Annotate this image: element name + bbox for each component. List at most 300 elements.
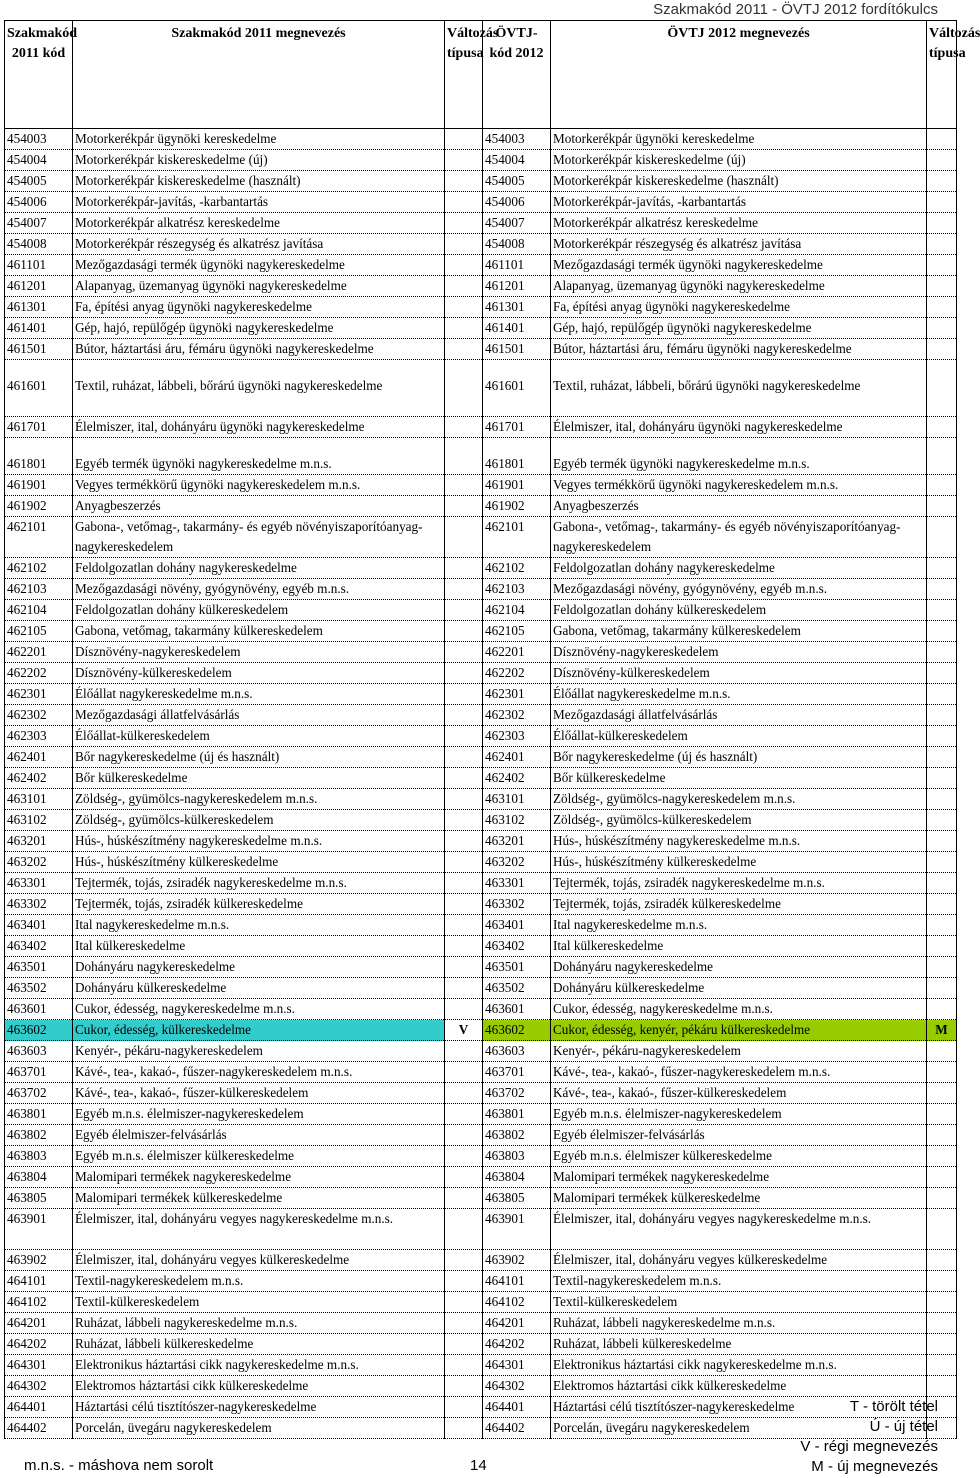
name-2011-cell: Bőr külkereskedelme — [73, 768, 445, 789]
name-2012-cell: Dísznövény-nagykereskedelem — [551, 642, 927, 663]
table-row — [5, 1104, 957, 1125]
code-2012-cell: 461701 — [483, 417, 551, 438]
name-2011-cell: Egyéb élelmiszer-felvásárlás — [73, 1125, 445, 1146]
code-2011-cell: 454005 — [5, 171, 73, 192]
change-2011-cell — [445, 339, 483, 360]
change-2012-cell — [927, 255, 957, 276]
code-2012-cell: 461902 — [483, 496, 551, 517]
change-2012-cell — [927, 517, 957, 558]
code-2011-cell: 461902 — [5, 496, 73, 517]
name-2011-cell: Feldolgozatlan dohány külkereskedelem — [73, 600, 445, 621]
spacer-cell — [483, 438, 551, 455]
name-2012-cell: Dohányáru nagykereskedelme — [551, 957, 927, 978]
table-row — [5, 831, 957, 852]
change-2011-cell — [445, 957, 483, 978]
code-2012-cell: 463603 — [483, 1041, 551, 1062]
change-2011-cell — [445, 129, 483, 150]
name-2011-cell: Alapanyag, üzemanyag ügynöki nagykereskedelme — [73, 276, 445, 297]
code-2011-cell: 462302 — [5, 705, 73, 726]
table-row — [5, 852, 957, 873]
name-2011-cell: Egyéb m.n.s. élelmiszer külkereskedelme — [73, 1146, 445, 1167]
table-row — [5, 1271, 957, 1292]
change-2011-cell — [445, 915, 483, 936]
code-2012-cell: 463702 — [483, 1083, 551, 1104]
change-2011-cell — [445, 1313, 483, 1334]
name-2011-cell: Kávé-, tea-, kakaó-, fűszer-nagykereskedelem m.n.s. — [73, 1062, 445, 1083]
code-2011-cell: 463501 — [5, 957, 73, 978]
code-2011-cell: 464402 — [5, 1418, 73, 1439]
name-2012-cell: Bútor, háztartási áru, fémáru ügynöki nagykereskedelme — [551, 339, 927, 360]
name-2011-cell: Élőállat-külkereskedelem — [73, 726, 445, 747]
change-2011-cell — [445, 1376, 483, 1397]
change-2011-cell — [445, 894, 483, 915]
code-2011-cell: 463601 — [5, 999, 73, 1020]
change-2012-cell — [927, 129, 957, 150]
code-2011-cell: 463902 — [5, 1250, 73, 1271]
name-2012-cell: Kávé-, tea-, kakaó-, fűszer-nagykereskedelem m.n.s. — [551, 1062, 927, 1083]
name-2011-cell: Hús-, húskészítmény külkereskedelme — [73, 852, 445, 873]
table-row — [5, 318, 957, 339]
change-2011-cell — [445, 579, 483, 600]
code-2011-cell: 462402 — [5, 768, 73, 789]
translation-table — [4, 20, 980, 1439]
name-2012-cell: Porcelán, üvegáru nagykereskedelem — [551, 1418, 927, 1439]
code-2012-cell: 462401 — [483, 747, 551, 768]
change-2012-cell — [927, 978, 957, 999]
code-2012-cell: 463902 — [483, 1250, 551, 1271]
change-2012-cell — [927, 475, 957, 496]
code-2011-cell: 463803 — [5, 1146, 73, 1167]
spacer-cell — [73, 438, 445, 455]
table-row — [5, 747, 957, 768]
change-2011-cell — [445, 1209, 483, 1250]
change-2011-cell — [445, 852, 483, 873]
table-row — [5, 579, 957, 600]
name-2012-cell: Bőr nagykereskedelme (új és használt) — [551, 747, 927, 768]
name-2012-cell: Motorkerékpár-javítás, -karbantartás — [551, 192, 927, 213]
table-row — [5, 600, 957, 621]
code-2011-cell: 464101 — [5, 1271, 73, 1292]
change-2012-cell — [927, 376, 957, 417]
name-2012-cell: Dohányáru külkereskedelme — [551, 978, 927, 999]
name-2011-cell: Hús-, húskészítmény nagykereskedelme m.n.s. — [73, 831, 445, 852]
name-2012-cell: Háztartási célú tisztítószer-nagykereskedelme — [551, 1397, 927, 1418]
spacer-cell — [5, 438, 73, 455]
code-2012-cell: 461601 — [483, 376, 551, 417]
table-row — [5, 1125, 957, 1146]
table-row — [5, 1376, 957, 1397]
code-2012-cell: 463801 — [483, 1104, 551, 1125]
table-row — [5, 957, 957, 978]
code-2012-cell: 463102 — [483, 810, 551, 831]
change-2012-cell — [927, 1083, 957, 1104]
name-2012-cell: Vegyes termékkörű ügynöki nagykereskedelem m.n.s. — [551, 475, 927, 496]
change-2012-cell — [927, 1104, 957, 1125]
name-2011-cell: Dísznövény-külkereskedelem — [73, 663, 445, 684]
change-2012-cell — [927, 852, 957, 873]
change-2012-cell — [927, 213, 957, 234]
change-2012-cell — [927, 936, 957, 957]
name-2012-cell: Hús-, húskészítmény nagykereskedelme m.n.s. — [551, 831, 927, 852]
code-2012-cell: 463601 — [483, 999, 551, 1020]
header-name-2011: Szakmakód 2011 megnevezés — [73, 21, 445, 129]
code-2012-cell: 464202 — [483, 1334, 551, 1355]
code-2011-cell: 462102 — [5, 558, 73, 579]
spacer-row — [5, 360, 957, 377]
change-2011-cell — [445, 150, 483, 171]
code-2012-cell: 462201 — [483, 642, 551, 663]
name-2011-cell: Dohányáru külkereskedelme — [73, 978, 445, 999]
table-row — [5, 873, 957, 894]
change-2012-cell — [927, 894, 957, 915]
name-2011-cell: Bőr nagykereskedelme (új és használt) — [73, 747, 445, 768]
name-2011-cell: Gabona-, vetőmag-, takarmány- és egyéb növényiszaporítóanyag-nagykereskedelem — [73, 517, 445, 558]
name-2011-cell: Háztartási célú tisztítószer-nagykereskedelme — [73, 1397, 445, 1418]
code-2012-cell: 462104 — [483, 600, 551, 621]
code-2011-cell: 463802 — [5, 1125, 73, 1146]
change-2012-cell — [927, 318, 957, 339]
code-2011-cell: 462101 — [5, 517, 73, 558]
name-2012-cell: Alapanyag, üzemanyag ügynöki nagykereskedelme — [551, 276, 927, 297]
name-2012-cell: Fa, építési anyag ügynöki nagykereskedelme — [551, 297, 927, 318]
name-2012-cell: Tejtermék, tojás, zsiradék nagykereskedelme m.n.s. — [551, 873, 927, 894]
change-2012-cell — [927, 1209, 957, 1250]
name-2011-cell: Kávé-, tea-, kakaó-, fűszer-külkereskedelem — [73, 1083, 445, 1104]
table-row — [5, 1062, 957, 1083]
name-2011-cell: Zöldség-, gyümölcs-nagykereskedelem m.n.s. — [73, 789, 445, 810]
change-2011-cell — [445, 475, 483, 496]
change-2011-cell — [445, 789, 483, 810]
table-row — [5, 376, 957, 417]
change-2011-cell — [445, 517, 483, 558]
header-change-2011: Változás típusa — [445, 21, 483, 129]
name-2011-cell: Tejtermék, tojás, zsiradék nagykereskedelme m.n.s. — [73, 873, 445, 894]
change-2011-cell — [445, 297, 483, 318]
table-row — [5, 1250, 957, 1271]
table-row — [5, 150, 957, 171]
code-2011-cell: 463201 — [5, 831, 73, 852]
change-2012-cell — [927, 276, 957, 297]
table-row — [5, 1083, 957, 1104]
table-row — [5, 234, 957, 255]
name-2012-cell: Zöldség-, gyümölcs-külkereskedelem — [551, 810, 927, 831]
code-2012-cell: 454006 — [483, 192, 551, 213]
change-2011-cell — [445, 726, 483, 747]
legend-item: V - régi megnevezés — [800, 1438, 938, 1455]
change-2011-cell — [445, 810, 483, 831]
code-2012-cell: 462103 — [483, 579, 551, 600]
name-2012-cell: Motorkerékpár kiskereskedelme (használt) — [551, 171, 927, 192]
table-row — [5, 789, 957, 810]
name-2011-cell: Textil-külkereskedelem — [73, 1292, 445, 1313]
change-2012-cell — [927, 558, 957, 579]
change-2011-cell — [445, 558, 483, 579]
spacer-cell — [551, 438, 927, 455]
code-2011-cell: 461901 — [5, 475, 73, 496]
change-2012-cell — [927, 831, 957, 852]
change-2011-cell — [445, 1083, 483, 1104]
code-2012-cell: 461401 — [483, 318, 551, 339]
name-2012-cell: Ital nagykereskedelme m.n.s. — [551, 915, 927, 936]
code-2011-cell: 463901 — [5, 1209, 73, 1250]
change-2011-cell — [445, 1292, 483, 1313]
change-2011-cell — [445, 936, 483, 957]
code-2011-cell: 464401 — [5, 1397, 73, 1418]
change-2012-cell — [927, 417, 957, 438]
code-2012-cell: 464301 — [483, 1355, 551, 1376]
name-2011-cell: Cukor, édesség, nagykereskedelme m.n.s. — [73, 999, 445, 1020]
code-2012-cell: 454003 — [483, 129, 551, 150]
code-2012-cell: 463803 — [483, 1146, 551, 1167]
change-2011-cell — [445, 1125, 483, 1146]
change-2012-cell — [927, 1271, 957, 1292]
table-row — [5, 684, 957, 705]
name-2012-cell: Cukor, édesség, kenyér, pékáru külkereskedelme — [551, 1020, 927, 1041]
code-2012-cell: 463701 — [483, 1062, 551, 1083]
change-2011-cell — [445, 1334, 483, 1355]
name-2011-cell: Ital nagykereskedelme m.n.s. — [73, 915, 445, 936]
name-2011-cell: Elektronikus háztartási cikk nagykereskedelme m.n.s. — [73, 1355, 445, 1376]
code-2012-cell: 462301 — [483, 684, 551, 705]
table-row — [5, 496, 957, 517]
name-2012-cell: Textil, ruházat, lábbeli, bőrárú ügynöki nagykereskedelme — [551, 376, 927, 417]
name-2011-cell: Élelmiszer, ital, dohányáru vegyes külkereskedelme — [73, 1250, 445, 1271]
change-2011-cell — [445, 318, 483, 339]
name-2012-cell: Egyéb m.n.s. élelmiszer külkereskedelme — [551, 1146, 927, 1167]
name-2011-cell: Cukor, édesség, külkereskedelme — [73, 1020, 445, 1041]
code-2012-cell: 454005 — [483, 171, 551, 192]
code-2011-cell: 462401 — [5, 747, 73, 768]
name-2011-cell: Porcelán, üvegáru nagykereskedelem — [73, 1418, 445, 1439]
code-2012-cell: 463802 — [483, 1125, 551, 1146]
change-2012-cell — [927, 339, 957, 360]
change-2012-cell — [927, 496, 957, 517]
table-row — [5, 1355, 957, 1376]
code-2012-cell: 454008 — [483, 234, 551, 255]
name-2011-cell: Mezőgazdasági növény, gyógynövény, egyéb m.n.s. — [73, 579, 445, 600]
change-2011-cell — [445, 747, 483, 768]
change-2011-cell — [445, 171, 483, 192]
name-2012-cell: Gabona, vetőmag, takarmány külkereskedelem — [551, 621, 927, 642]
table-row — [5, 978, 957, 999]
name-2011-cell: Élelmiszer, ital, dohányáru ügynöki nagykereskedelme — [73, 417, 445, 438]
spacer-cell — [927, 438, 957, 455]
name-2011-cell: Ruházat, lábbeli nagykereskedelme m.n.s. — [73, 1313, 445, 1334]
code-2011-cell: 463602 — [5, 1020, 73, 1041]
code-2012-cell: 464102 — [483, 1292, 551, 1313]
code-2012-cell: 464101 — [483, 1271, 551, 1292]
code-2012-cell: 463402 — [483, 936, 551, 957]
change-2011-cell — [445, 873, 483, 894]
change-2012-cell — [927, 192, 957, 213]
change-2011-cell — [445, 417, 483, 438]
change-2011-cell — [445, 1355, 483, 1376]
code-2011-cell: 463401 — [5, 915, 73, 936]
change-2011-cell — [445, 1397, 483, 1418]
name-2012-cell: Ital külkereskedelme — [551, 936, 927, 957]
table-row — [5, 276, 957, 297]
change-2012-cell — [927, 1146, 957, 1167]
code-2011-cell: 461601 — [5, 376, 73, 417]
code-2012-cell: 463101 — [483, 789, 551, 810]
name-2012-cell: Ruházat, lábbeli nagykereskedelme m.n.s. — [551, 1313, 927, 1334]
table-row — [5, 339, 957, 360]
code-2012-cell: 463804 — [483, 1167, 551, 1188]
code-2011-cell: 463701 — [5, 1062, 73, 1083]
change-2012-cell — [927, 642, 957, 663]
table-row — [5, 1146, 957, 1167]
table-row — [5, 768, 957, 789]
code-2011-cell: 463805 — [5, 1188, 73, 1209]
table-row — [5, 171, 957, 192]
name-2012-cell: Élőállat nagykereskedelme m.n.s. — [551, 684, 927, 705]
code-2012-cell: 463302 — [483, 894, 551, 915]
table-header-row — [5, 21, 957, 129]
name-2011-cell: Egyéb m.n.s. élelmiszer-nagykereskedelem — [73, 1104, 445, 1125]
table-row — [5, 454, 957, 475]
table-row — [5, 1041, 957, 1062]
name-2012-cell: Kenyér-, pékáru-nagykereskedelem — [551, 1041, 927, 1062]
code-2012-cell: 463602 — [483, 1020, 551, 1041]
name-2012-cell: Egyéb élelmiszer-felvásárlás — [551, 1125, 927, 1146]
change-2012-cell — [927, 915, 957, 936]
change-2012-cell — [927, 600, 957, 621]
change-2012-cell — [927, 579, 957, 600]
change-2012-cell — [927, 1292, 957, 1313]
name-2012-cell: Malomipari termékek külkereskedelme — [551, 1188, 927, 1209]
table-body — [5, 129, 957, 1439]
table-row — [5, 1313, 957, 1334]
change-2011-cell — [445, 768, 483, 789]
name-2011-cell: Mezőgazdasági termék ügynöki nagykereskedelme — [73, 255, 445, 276]
code-2011-cell: 462105 — [5, 621, 73, 642]
change-2012-cell — [927, 873, 957, 894]
change-2011-cell — [445, 454, 483, 475]
name-2012-cell: Textil-nagykereskedelem m.n.s. — [551, 1271, 927, 1292]
change-2012-cell — [927, 810, 957, 831]
name-2011-cell: Textil, ruházat, lábbeli, bőrárú ügynöki nagykereskedelme — [73, 376, 445, 417]
name-2012-cell: Egyéb m.n.s. élelmiszer-nagykereskedelem — [551, 1104, 927, 1125]
code-2011-cell: 454007 — [5, 213, 73, 234]
change-2012-cell — [927, 747, 957, 768]
change-2012-cell — [927, 1355, 957, 1376]
name-2011-cell: Dohányáru nagykereskedelme — [73, 957, 445, 978]
change-2011-cell — [445, 1250, 483, 1271]
change-2011-cell: V — [445, 1020, 483, 1041]
name-2011-cell: Egyéb termék ügynöki nagykereskedelme m.n.s. — [73, 454, 445, 475]
name-2012-cell: Anyagbeszerzés — [551, 496, 927, 517]
name-2011-cell: Anyagbeszerzés — [73, 496, 445, 517]
code-2012-cell: 464201 — [483, 1313, 551, 1334]
page-number: 14 — [470, 1457, 487, 1474]
change-2012-cell — [927, 1250, 957, 1271]
header-code-2011: Szakmakód 2011 kód — [5, 21, 73, 129]
table-row — [5, 936, 957, 957]
code-2011-cell: 461701 — [5, 417, 73, 438]
name-2012-cell: Zöldség-, gyümölcs-nagykereskedelem m.n.s. — [551, 789, 927, 810]
code-2011-cell: 463301 — [5, 873, 73, 894]
code-2012-cell: 464401 — [483, 1397, 551, 1418]
table-row — [5, 894, 957, 915]
table-row — [5, 255, 957, 276]
change-2012-cell — [927, 297, 957, 318]
change-2011-cell — [445, 234, 483, 255]
code-2012-cell: 461501 — [483, 339, 551, 360]
name-2012-cell: Motorkerékpár részegység és alkatrész javítása — [551, 234, 927, 255]
code-2011-cell: 464301 — [5, 1355, 73, 1376]
change-2011-cell — [445, 1041, 483, 1062]
code-2011-cell: 463302 — [5, 894, 73, 915]
code-2012-cell: 454007 — [483, 213, 551, 234]
change-2012-cell — [927, 1376, 957, 1397]
code-2011-cell: 464102 — [5, 1292, 73, 1313]
code-2011-cell: 464201 — [5, 1313, 73, 1334]
name-2012-cell: Egyéb termék ügynöki nagykereskedelme m.n.s. — [551, 454, 927, 475]
table-row — [5, 642, 957, 663]
name-2012-cell: Ruházat, lábbeli külkereskedelme — [551, 1334, 927, 1355]
code-2011-cell: 463702 — [5, 1083, 73, 1104]
name-2011-cell: Zöldség-, gyümölcs-külkereskedelem — [73, 810, 445, 831]
change-2012-cell — [927, 789, 957, 810]
change-2011-cell — [445, 684, 483, 705]
code-2012-cell: 463401 — [483, 915, 551, 936]
name-2011-cell: Gép, hajó, repülőgép ügynöki nagykereskedelme — [73, 318, 445, 339]
name-2011-cell: Dísznövény-nagykereskedelem — [73, 642, 445, 663]
code-2012-cell: 461301 — [483, 297, 551, 318]
change-2012-cell — [927, 1334, 957, 1355]
name-2011-cell: Textil-nagykereskedelem m.n.s. — [73, 1271, 445, 1292]
code-2011-cell: 454004 — [5, 150, 73, 171]
change-2012-cell — [927, 705, 957, 726]
table-row — [5, 705, 957, 726]
table-row — [5, 999, 957, 1020]
table-row — [5, 810, 957, 831]
change-2012-cell — [927, 663, 957, 684]
spacer-cell — [551, 360, 927, 377]
code-2011-cell: 461801 — [5, 454, 73, 475]
code-2011-cell: 463603 — [5, 1041, 73, 1062]
code-2011-cell: 462201 — [5, 642, 73, 663]
name-2011-cell: Bútor, háztartási áru, fémáru ügynöki nagykereskedelme — [73, 339, 445, 360]
name-2011-cell: Motorkerékpár-javítás, -karbantartás — [73, 192, 445, 213]
code-2012-cell: 461801 — [483, 454, 551, 475]
table-row — [5, 475, 957, 496]
table-row — [5, 1188, 957, 1209]
name-2011-cell: Élőállat nagykereskedelme m.n.s. — [73, 684, 445, 705]
name-2011-cell: Malomipari termékek nagykereskedelme — [73, 1167, 445, 1188]
code-2011-cell: 463502 — [5, 978, 73, 999]
name-2011-cell: Motorkerékpár ügynöki kereskedelme — [73, 129, 445, 150]
legend-item: T - törölt tétel — [849, 1398, 938, 1415]
code-2011-cell: 463202 — [5, 852, 73, 873]
change-2012-cell — [927, 171, 957, 192]
change-2012-cell — [927, 726, 957, 747]
change-2011-cell — [445, 192, 483, 213]
legend — [800, 1397, 938, 1477]
code-2011-cell: 454003 — [5, 129, 73, 150]
code-2011-cell: 461301 — [5, 297, 73, 318]
code-2012-cell: 463501 — [483, 957, 551, 978]
change-2011-cell — [445, 1104, 483, 1125]
change-2011-cell — [445, 1188, 483, 1209]
name-2011-cell: Kenyér-, pékáru-nagykereskedelem — [73, 1041, 445, 1062]
table-row — [5, 1209, 957, 1250]
name-2012-cell: Mezőgazdasági növény, gyógynövény, egyéb m.n.s. — [551, 579, 927, 600]
change-2012-cell — [927, 684, 957, 705]
name-2011-cell: Elektromos háztartási cikk külkereskedelme — [73, 1376, 445, 1397]
code-2011-cell: 464202 — [5, 1334, 73, 1355]
code-2011-cell: 454006 — [5, 192, 73, 213]
